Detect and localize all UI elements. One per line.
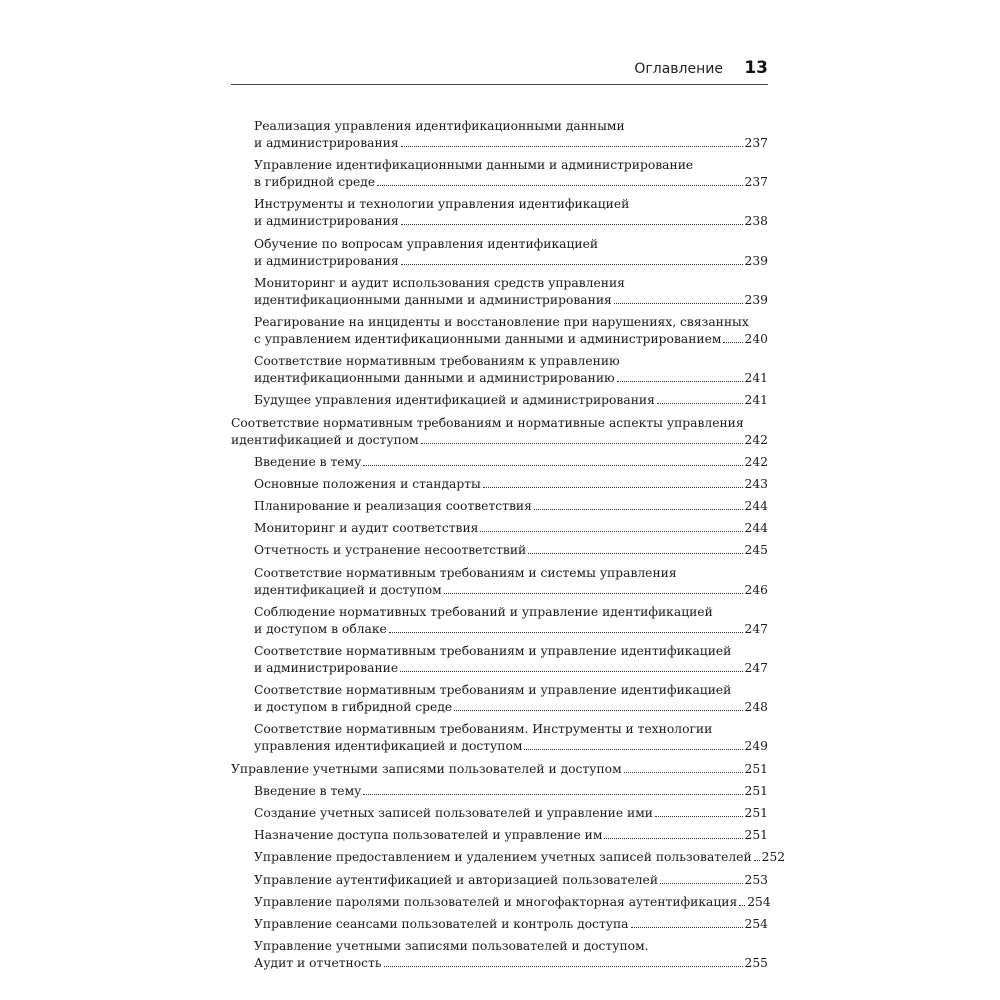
dot-leader bbox=[480, 531, 742, 532]
dot-leader bbox=[421, 443, 743, 444]
toc-page-number: 238 bbox=[744, 214, 768, 229]
toc-page-number: 241 bbox=[744, 371, 768, 386]
toc-entry-last-line bbox=[254, 476, 768, 493]
toc-entry-last-line bbox=[254, 827, 768, 844]
toc-entry-last-line bbox=[254, 582, 768, 599]
toc-entry-last-line bbox=[231, 761, 768, 778]
toc-entry-text: Аудит и отчетность bbox=[254, 956, 382, 971]
toc-entry-last-line bbox=[254, 805, 768, 822]
running-header bbox=[231, 58, 768, 85]
toc-entry-line: Реализация управления идентификационными данными bbox=[254, 119, 625, 133]
toc-entry-text: и администрирование bbox=[254, 661, 399, 675]
toc-section-entry bbox=[231, 415, 768, 449]
toc-entry-last-line bbox=[231, 432, 768, 449]
toc-page-number: 253 bbox=[744, 872, 768, 887]
toc-entry-last-line bbox=[254, 783, 768, 800]
toc-page-number: 241 bbox=[744, 393, 768, 408]
dot-leader bbox=[524, 749, 742, 750]
toc-entry-text: Мониторинг и аудит соответствия bbox=[254, 521, 479, 536]
toc-subsection-entry bbox=[231, 476, 768, 493]
dot-leader bbox=[631, 927, 743, 928]
toc-entry-text: и администрирования bbox=[254, 253, 399, 268]
toc-entry-last-line bbox=[254, 392, 768, 409]
toc-page-number: 255 bbox=[744, 956, 768, 971]
toc-subsection-entry bbox=[231, 454, 768, 471]
toc-entry-last-line bbox=[254, 520, 768, 537]
toc-entry-text: управления идентификацией и доступом bbox=[254, 739, 523, 754]
toc-entry-last-line bbox=[254, 331, 768, 348]
toc-page-number: 246 bbox=[744, 582, 768, 597]
toc-subsection-entry bbox=[231, 682, 768, 716]
toc-entry-line: Соответствие нормативным требованиям и управление идентификацией bbox=[254, 683, 732, 698]
toc-page-number: 237 bbox=[744, 136, 768, 150]
toc-entry-last-line bbox=[254, 253, 768, 270]
toc-entry-text: идентификационными данными и администрированию bbox=[254, 371, 615, 386]
dot-leader bbox=[655, 816, 743, 817]
toc-entry-line: Соответствие нормативным требованиям и управление идентификацией bbox=[254, 644, 732, 658]
toc-subsection-entry bbox=[231, 894, 771, 911]
dot-leader bbox=[723, 342, 742, 343]
toc-entry-last-line bbox=[254, 292, 768, 309]
dot-leader bbox=[483, 487, 743, 488]
toc-entry-text: Назначение доступа пользователей и управление им bbox=[254, 828, 603, 843]
toc-section-entry bbox=[231, 761, 768, 778]
toc-subsection-entry bbox=[231, 643, 768, 677]
toc-entry-last-line bbox=[254, 370, 768, 387]
toc-subsection-entry bbox=[231, 196, 768, 230]
toc-entry-text: идентификационными данными и администрирования bbox=[254, 292, 612, 307]
dot-leader bbox=[444, 593, 743, 594]
dot-leader bbox=[400, 671, 742, 672]
toc-entry-line: Обучение по вопросам управления идентификацией bbox=[254, 236, 599, 251]
toc-entry-text: и администрирования bbox=[254, 136, 399, 150]
toc-entry-text: Введение в тему bbox=[254, 783, 362, 798]
toc-page-number: 251 bbox=[744, 783, 768, 798]
toc-entry-last-line bbox=[254, 213, 768, 230]
toc-entry-text: Планирование и реализация соответствия bbox=[254, 499, 532, 514]
toc-subsection-entry bbox=[231, 314, 768, 348]
toc-subsection-entry bbox=[231, 118, 768, 152]
toc-page-number: 242 bbox=[744, 454, 768, 469]
toc-subsection-entry bbox=[231, 805, 768, 822]
toc-entry-text: в гибридной среде bbox=[254, 175, 376, 190]
toc-page-number: 242 bbox=[744, 432, 768, 447]
toc-page-number: 252 bbox=[761, 850, 786, 865]
toc-entry-line: Соответствие нормативным требованиям. Инструменты и технологии bbox=[254, 722, 713, 737]
toc-entry-text: Основные положения и стандарты bbox=[254, 476, 481, 491]
dot-leader bbox=[528, 553, 742, 554]
toc-entry-text: с управлением идентификационными данными и администрированием bbox=[254, 331, 722, 346]
toc-entry-line: Мониторинг и аудит использования средств управления bbox=[254, 275, 625, 290]
toc-page-number: 239 bbox=[744, 253, 768, 268]
toc-entry-last-line bbox=[254, 135, 768, 152]
toc-entry-line: Соответствие нормативным требованиям к управлению bbox=[254, 354, 620, 369]
dot-leader bbox=[363, 794, 742, 795]
dot-leader bbox=[614, 303, 743, 304]
toc-entry-text: Управление паролями пользователей и многофакторная аутентификация bbox=[254, 894, 738, 909]
toc-entry-line: Инструменты и технологии управления идентификацией bbox=[254, 197, 630, 212]
dot-leader bbox=[401, 224, 743, 225]
toc-subsection-entry bbox=[231, 275, 768, 309]
toc-entry-line: Реагирование на инциденты и восстановление при нарушениях, связанных bbox=[254, 314, 749, 329]
dot-leader bbox=[384, 966, 743, 967]
toc-entry-last-line bbox=[254, 498, 768, 515]
toc-page-number: 237 bbox=[744, 175, 768, 190]
toc-page-number: 251 bbox=[744, 805, 768, 820]
toc-entry-text: идентификацией и доступом bbox=[231, 432, 419, 447]
toc-entry-text: Отчетность и устранение несоответствий bbox=[254, 543, 527, 558]
dot-leader bbox=[660, 883, 742, 884]
toc-entry-line: Соответствие нормативным требованиям и системы управления bbox=[254, 565, 677, 580]
toc-entry-last-line bbox=[254, 621, 768, 638]
header-title: Оглавление bbox=[634, 61, 723, 77]
dot-leader bbox=[604, 838, 742, 839]
toc-entry-text: Управление предоставлением и удалением учетных записей пользователей bbox=[254, 850, 752, 865]
toc-page-number: 244 bbox=[744, 521, 768, 536]
dot-leader bbox=[624, 772, 743, 773]
toc-entry-text: и доступом в облаке bbox=[254, 621, 387, 636]
toc-entry-text: и администрирования bbox=[254, 214, 399, 229]
toc-subsection-entry bbox=[231, 916, 768, 933]
toc-page-number: 254 bbox=[747, 894, 771, 909]
toc-subsection-entry bbox=[231, 849, 786, 866]
toc-page-number: 244 bbox=[744, 499, 768, 514]
toc-entry-line: Управление идентификационными данными и администрирование bbox=[254, 158, 694, 173]
dot-leader bbox=[401, 146, 743, 147]
dot-leader bbox=[401, 264, 743, 265]
toc-page-number: 240 bbox=[744, 331, 768, 346]
toc-entry-last-line bbox=[254, 894, 771, 911]
toc-entry-text: и доступом в гибридной среде bbox=[254, 700, 453, 715]
dot-leader bbox=[739, 905, 745, 906]
toc-subsection-entry bbox=[231, 938, 768, 972]
toc-entry-line: Управление учетными записями пользователей и доступом. bbox=[254, 939, 649, 954]
toc-entry-text: Управление учетными записями пользователей и доступом bbox=[231, 761, 622, 776]
dot-leader bbox=[377, 185, 742, 186]
toc-entry-text: Управление аутентификацией и авторизацией пользователей bbox=[254, 872, 659, 887]
toc-page-number: 239 bbox=[744, 292, 768, 307]
toc-entry-last-line bbox=[254, 916, 768, 933]
toc-subsection-entry bbox=[231, 872, 768, 889]
toc-entry-last-line bbox=[254, 738, 768, 755]
toc-entry-last-line bbox=[254, 872, 768, 889]
toc-entry-last-line bbox=[254, 699, 768, 716]
dot-leader bbox=[617, 381, 743, 382]
toc-entry-text: Введение в тему bbox=[254, 454, 362, 469]
toc-subsection-entry bbox=[231, 498, 768, 515]
toc-subsection-entry bbox=[231, 157, 768, 191]
toc-page-number: 254 bbox=[744, 916, 768, 931]
toc-subsection-entry bbox=[231, 565, 768, 599]
dot-leader bbox=[363, 465, 742, 466]
dot-leader bbox=[454, 710, 742, 711]
dot-leader bbox=[389, 632, 743, 633]
toc-page-number: 248 bbox=[744, 700, 768, 715]
toc-page-number: 251 bbox=[744, 828, 768, 843]
toc-page-number: 247 bbox=[744, 621, 768, 636]
page-number: 13 bbox=[744, 58, 768, 78]
toc-entry-text: Создание учетных записей пользователей и управление ими bbox=[254, 805, 654, 820]
table-of-contents bbox=[231, 118, 786, 977]
toc-subsection-entry bbox=[231, 236, 768, 270]
toc-entry-text: идентификацией и доступом bbox=[254, 582, 442, 597]
toc-entry-last-line bbox=[254, 542, 768, 559]
toc-entry-text: Управление сеансами пользователей и контроль доступа bbox=[254, 916, 629, 931]
toc-entry-last-line bbox=[254, 955, 768, 972]
toc-subsection-entry bbox=[231, 604, 768, 638]
toc-subsection-entry bbox=[231, 353, 768, 387]
toc-entry-text: Будущее управления идентификацией и администрирования bbox=[254, 393, 655, 408]
toc-subsection-entry bbox=[231, 783, 768, 800]
toc-page-number: 251 bbox=[744, 761, 768, 776]
toc-page-number: 247 bbox=[744, 661, 768, 675]
toc-subsection-entry bbox=[231, 542, 768, 559]
toc-entry-line: Соответствие нормативным требованиям и нормативные аспекты управления bbox=[231, 415, 744, 430]
dot-leader bbox=[657, 403, 743, 404]
toc-page-number: 249 bbox=[744, 739, 768, 754]
toc-entry-last-line bbox=[254, 174, 768, 191]
dot-leader bbox=[754, 860, 760, 861]
toc-entry-line: Соблюдение нормативных требований и управление идентификацией bbox=[254, 604, 713, 619]
toc-page-number: 243 bbox=[744, 476, 768, 491]
toc-entry-last-line bbox=[254, 660, 768, 677]
toc-page-number: 245 bbox=[744, 543, 768, 558]
toc-subsection-entry bbox=[231, 392, 768, 409]
toc-subsection-entry bbox=[231, 520, 768, 537]
dot-leader bbox=[534, 509, 743, 510]
toc-entry-last-line bbox=[254, 849, 786, 866]
toc-entry-last-line bbox=[254, 454, 768, 471]
toc-subsection-entry bbox=[231, 827, 768, 844]
toc-subsection-entry bbox=[231, 721, 768, 755]
